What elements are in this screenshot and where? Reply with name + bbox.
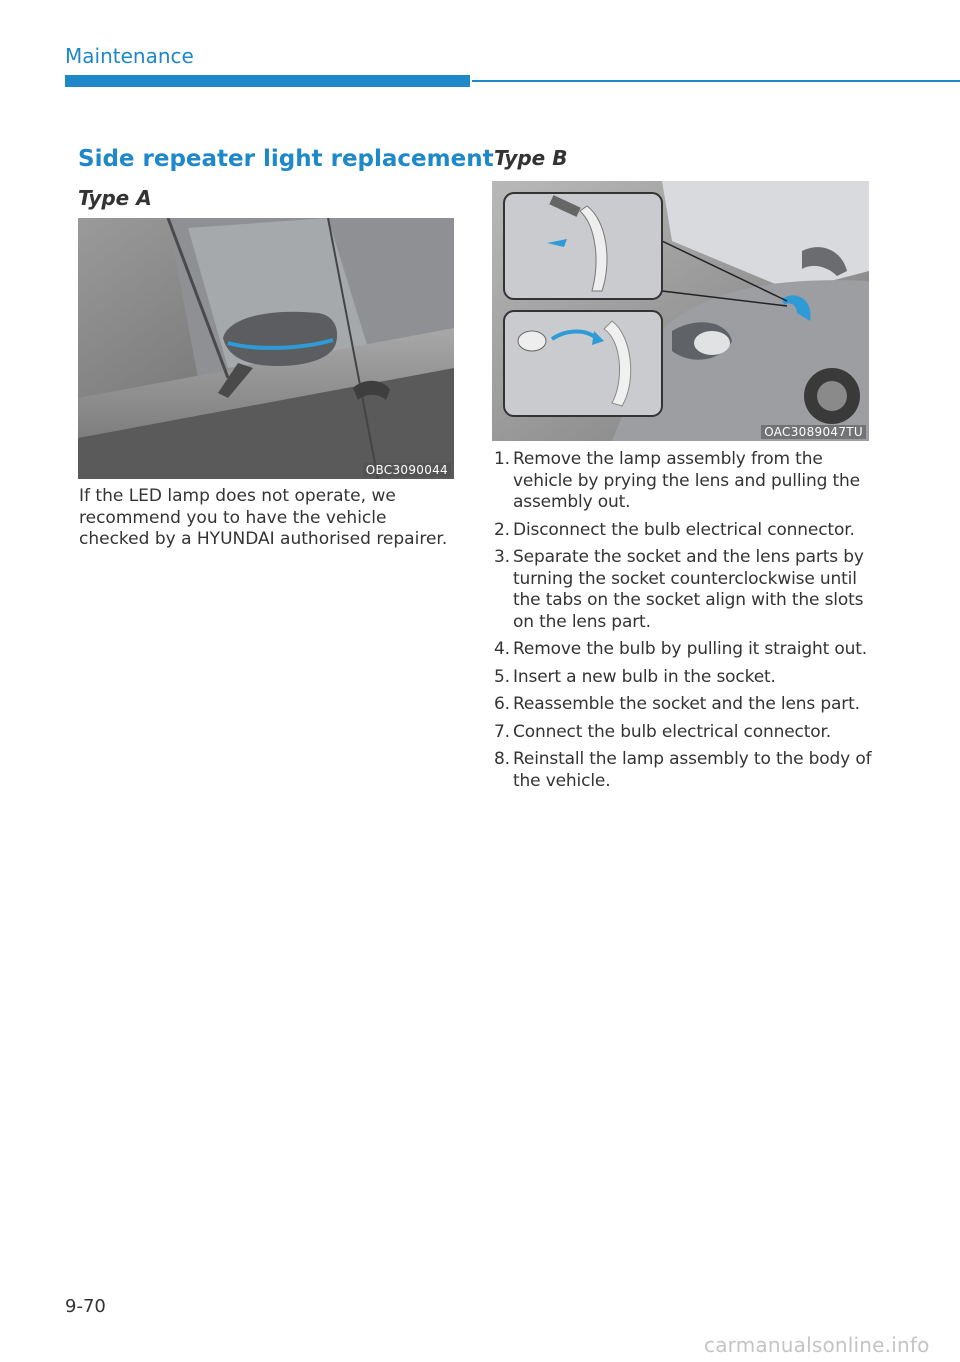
step-number: 3. [494,547,510,567]
type-b-steps [494,449,874,798]
step-number: 7. [494,721,510,742]
type-b-title: Type B [494,146,568,170]
type-a-text: If the LED lamp does not operate, we recommend you to have the vehicle checked by a HYUNDAI authorised repairer. [79,486,448,549]
list-item [494,722,874,744]
type-b-figure-code: OAC3089047TU [761,425,866,439]
step-number: 5. [494,666,510,687]
step-number: 1. [494,449,510,469]
type-a-figure-code: OBC3090044 [363,463,451,477]
step-number: 4. [494,639,510,659]
list-item [494,547,874,633]
step-number: 6. [494,694,510,714]
list-item [494,520,874,542]
page-number: 9-70 [65,1296,106,1317]
type-b-figure [492,181,869,441]
step-text: Reinstall the lamp assembly to the body of the vehicle. [513,749,872,791]
step-number: 2. [494,519,510,540]
step-text: Reassemble the socket and the lens part. [513,694,860,714]
step-text: Insert a new bulb in the socket. [513,666,776,687]
step-number: 8. [494,749,510,769]
list-item [494,694,874,716]
type-a-figure [78,218,454,479]
watermark: carmanualsonline.info [704,1333,930,1357]
type-a-title: Type A [78,186,152,210]
section-label: Maintenance [65,44,194,68]
list-item [494,667,874,689]
list-item [494,449,874,514]
list-item [494,639,874,661]
repeater-lamp-illustration [492,181,869,441]
step-text: Disconnect the bulb electrical connector. [513,519,855,540]
step-text: Separate the socket and the lens parts by turning the socket counterclockwise until the tabs on the socket align with the slots on the lens part. [513,547,864,632]
list-item [494,749,874,792]
step-text: Remove the bulb by pulling it straight out. [513,639,868,659]
step-text: Connect the bulb electrical connector. [513,721,832,742]
header-rule-thin [472,80,960,82]
step-text: Remove the lamp assembly from the vehicle by prying the lens and pulling the assembly out. [513,449,860,512]
page-heading: Side repeater light replacement [78,146,494,172]
side-mirror-illustration [78,218,454,479]
header-rule-thick [65,75,470,87]
